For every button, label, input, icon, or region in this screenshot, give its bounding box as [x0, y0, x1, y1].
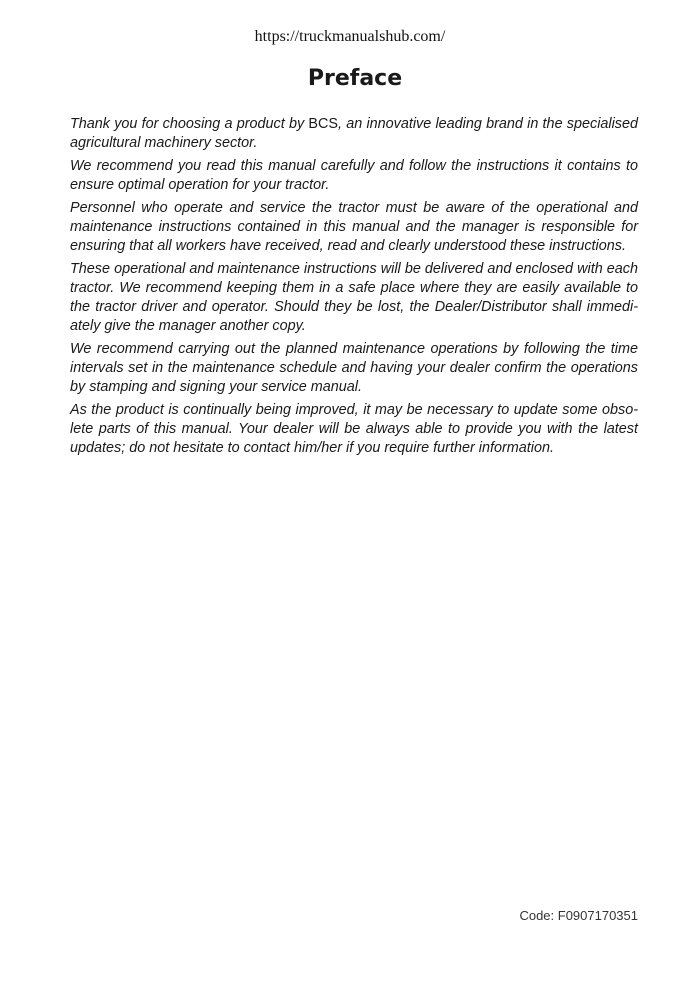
paragraph-updates: As the product is continually being improved, it may be necessary to update some obsolete parts of this manual. Your dealer will be always able to provide you with the latest updates; do not hesitate to contact him/her if you require further information.	[70, 402, 638, 456]
paragraph-thanks	[70, 115, 638, 153]
document-code: Code: F0907170351	[519, 908, 638, 923]
paragraph-read-manual: We recommend you read this manual carefully and follow the instructions it contains to ensure optimal operation for your tractor.	[70, 158, 638, 193]
header-url-link[interactable]: https://truckmanualshub.com/	[254, 28, 446, 45]
paragraph-maintenance: We recommend carrying out the planned maintenance operations by following the time intervals set in the maintenance schedule and having your dealer confirm the operations by stamping and signing your service manual.	[70, 341, 638, 395]
brand-name: BCS	[308, 116, 338, 132]
preface-body	[70, 115, 638, 462]
paragraph-delivery: These operational and maintenance instructions will be delivered and enclosed with each tractor. We recommend keeping them in a safe place where they are easily available to the tractor driver and operator. Should they be lost, the Dealer/Distributor shall immediately give the manager another copy.	[70, 261, 638, 334]
paragraph-personnel: Personnel who operate and service the tractor must be aware of the operational and maintenance instructions contained in this manual and the manager is responsible for ensuring that all workers have received, read and clearly understood these instructions.	[70, 200, 638, 254]
paragraph-thanks-rest: , an innovative leading brand in the specialised agricultural machinery sector.	[70, 116, 638, 151]
paragraph-thanks-intro: Thank you for choosing a product by	[70, 116, 309, 132]
page-title: Preface	[307, 66, 403, 91]
